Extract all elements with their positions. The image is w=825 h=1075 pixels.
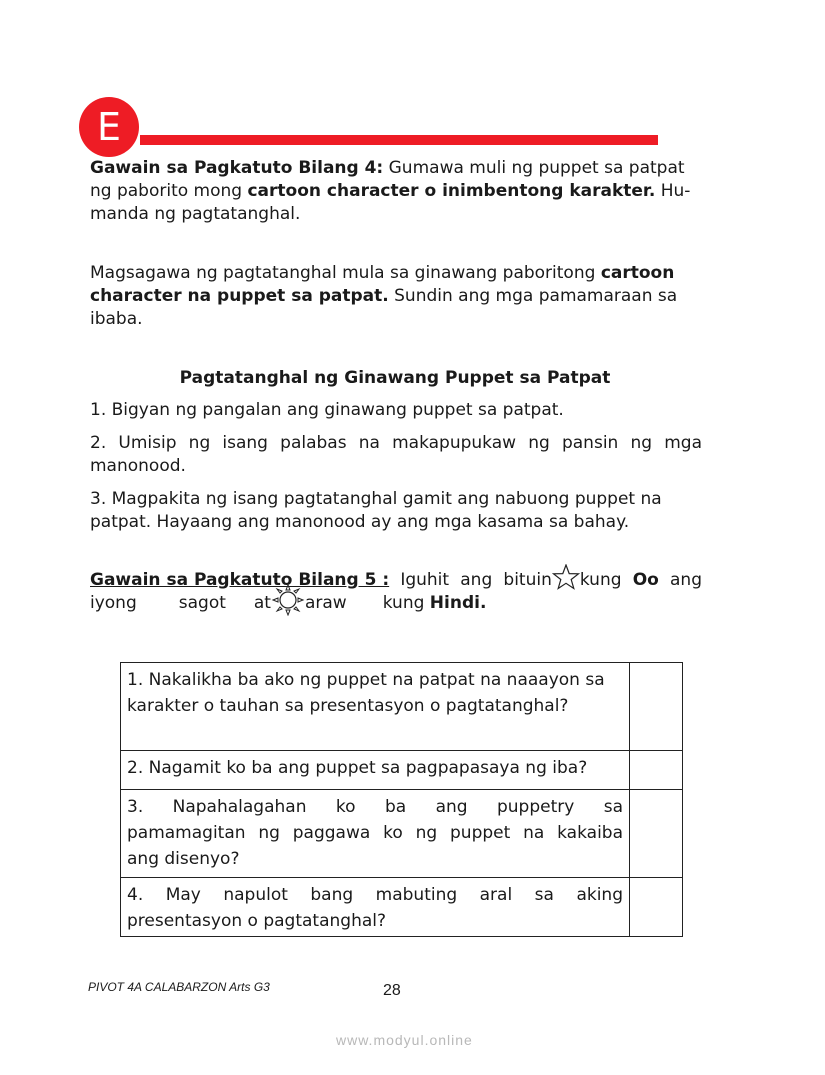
activity4-paragraph [90,157,710,226]
question-2: 2. Nagamit ko ba ang puppet sa pagpapasaya ng iba? [121,751,630,790]
section-badge [79,97,139,157]
activity4-text2: Hu-manda ng pagtatanghal. [90,181,691,224]
answer-cell-1[interactable] [630,663,683,751]
word-iyong: iyong [90,593,137,613]
page-number: 28 [383,982,401,999]
word-iguhit: Iguhit [400,570,450,590]
word-hindi: Hindi. [429,593,487,613]
word-ang: ang [460,570,493,590]
table-row [121,663,683,751]
question-4 [121,878,630,937]
step-2-line1: 2. Umisip ng isang palabas na makapupukaw ng pansin ng mga [90,433,702,453]
section-letter: E [96,105,121,149]
activity5-line1 [90,569,702,592]
star-outline-icon [552,564,580,597]
watermark: www.modyul.online [336,1032,473,1048]
table-row [121,878,683,937]
section-divider [140,135,658,145]
sun-outline-icon [271,584,305,623]
question-1: 1. Nakalikha ba ako ng puppet na patpat na naaayon sa karakter o tauhan sa presentasyon o pagtatanghal? [121,663,630,751]
word-kung: kung [579,570,622,590]
step-1: 1. Bigyan ng pangalan ang ginawang puppet sa patpat. [90,400,564,420]
activity4-text1: Gumawa muli ng puppet sa patpat ng paborito mong [90,158,685,201]
table-row [121,790,683,878]
activity5-instructions [90,569,702,615]
word-kung-2: kung [382,593,425,613]
intro-paragraph [90,262,710,331]
question-4-line2: presentasyon o pagtatanghal? [127,911,387,931]
question-3-line3: ang disenyo? [127,849,240,869]
table-row [121,751,683,790]
footer-source: PIVOT 4A CALABARZON Arts G3 [88,980,270,994]
word-bituin: bituin [503,570,552,590]
step-2-line2: manonood. [90,456,186,476]
activity4-label: Gawain sa Pagkatuto Bilang 4: [90,158,384,178]
activity4-bold: cartoon character o inimbentong karakter. [247,181,656,201]
intro-bold: cartoon character na puppet sa patpat. [90,263,675,306]
question-4-line1: 4. May napulot bang mabuting aral sa aking [127,885,623,905]
question-3-line1: 3. Napahalagahan ko ba ang puppetry sa [127,797,623,817]
question-3-line2: pamamagitan ng paggawa ko ng puppet na kakaiba [127,823,623,843]
question-3 [121,790,630,878]
step-3: 3. Magpakita ng isang pagtatanghal gamit ang nabuong puppet na patpat. Hayaang ang manonood ay ang mga kasama sa bahay. [90,489,662,532]
steps-heading: Pagtatanghal ng Ginawang Puppet sa Patpat [179,368,611,388]
intro-text2: Sundin ang mga pamamaraan sa ibaba. [90,286,678,329]
word-ang-2: ang [670,570,702,590]
intro-text1: Magsagawa ng pagtatanghal mula sa ginawang paboritong [90,263,601,283]
answer-cell-3[interactable] [630,790,683,878]
answer-cell-4[interactable] [630,878,683,937]
word-sagot: sagot [178,593,226,613]
word-at: at [253,593,271,613]
word-araw: araw [304,593,347,613]
activity5-label: Gawain sa Pagkatuto Bilang 5 : [90,570,390,590]
answer-cell-2[interactable] [630,751,683,790]
self-check-table [120,662,683,937]
word-oo: Oo [632,570,659,590]
